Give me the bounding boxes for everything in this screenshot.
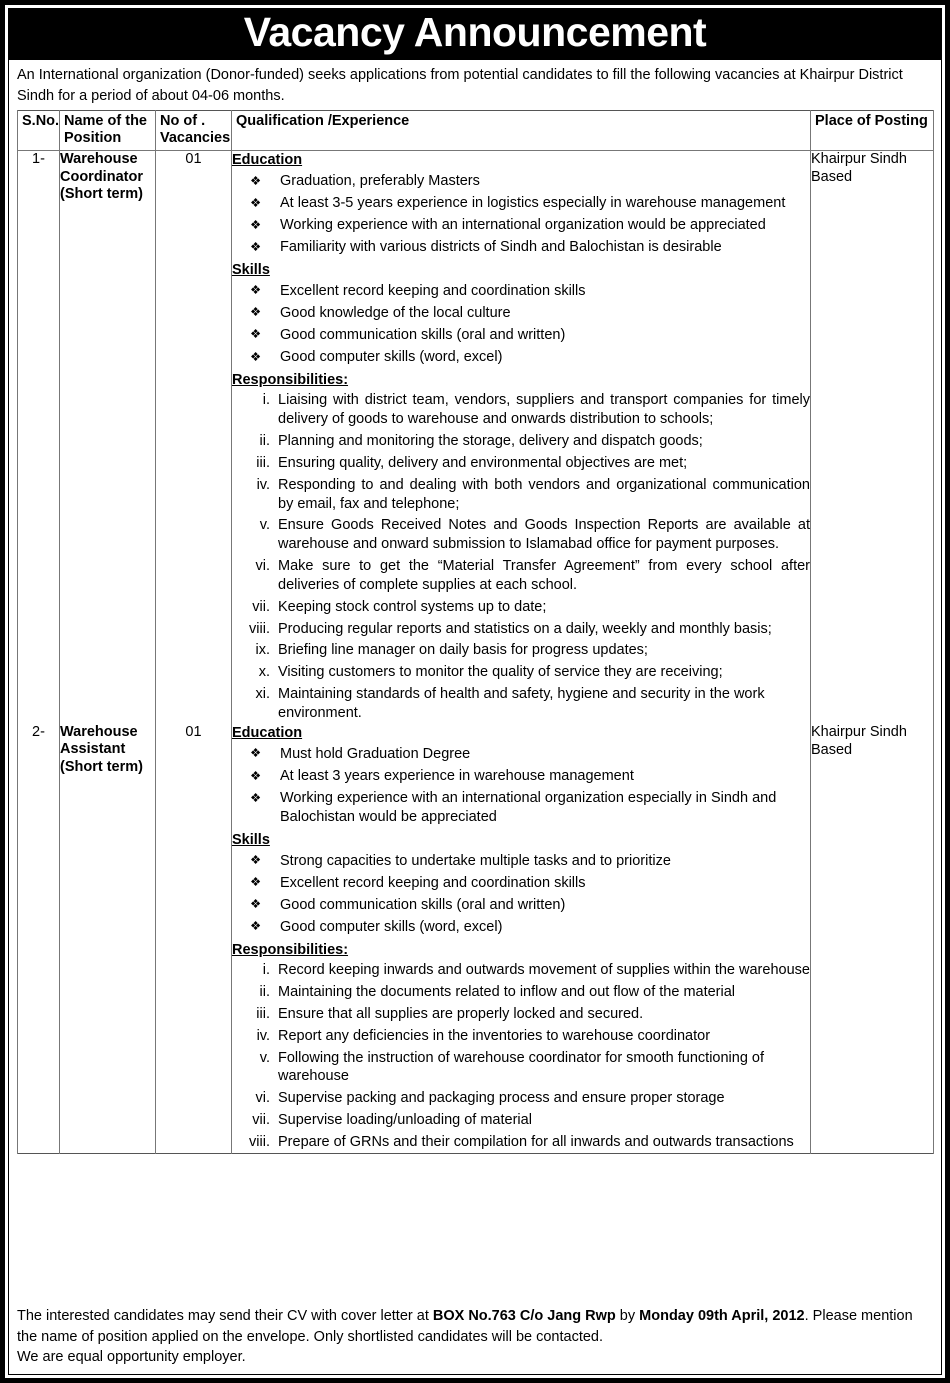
responsibility-item bbox=[232, 1003, 810, 1025]
diamond-bullet-icon: ❖ bbox=[250, 897, 262, 912]
responsibility-text: Prepare of GRNs and their compilation for all inwards and outwards transactions bbox=[278, 1133, 794, 1150]
column-header-vacancies: No of . Vacancies bbox=[156, 111, 232, 151]
responsibility-text: Ensuring quality, delivery and environmental objectives are met; bbox=[278, 454, 688, 471]
list-item bbox=[232, 215, 810, 237]
responsibility-item bbox=[232, 1110, 810, 1132]
cell-sno: 1- bbox=[18, 151, 60, 724]
responsibility-item bbox=[232, 684, 810, 725]
responsibility-item bbox=[232, 1047, 810, 1088]
table-body bbox=[18, 151, 934, 1154]
list-item bbox=[232, 347, 810, 369]
diamond-bullet-icon: ❖ bbox=[250, 173, 262, 188]
column-header-position: Name of the Position bbox=[60, 111, 156, 151]
list-item bbox=[232, 280, 810, 302]
list-item bbox=[232, 916, 810, 938]
footer-text-part1: The interested candidates may send their CV with cover letter at bbox=[17, 1308, 433, 1325]
list-item-text: At least 3-5 years experience in logistics especially in warehouse management bbox=[280, 195, 786, 212]
education-list bbox=[232, 743, 810, 829]
section-heading-education: Education bbox=[232, 725, 303, 742]
header-row bbox=[18, 111, 934, 151]
responsibility-number: i. bbox=[262, 392, 270, 409]
skills-list bbox=[232, 850, 810, 939]
page-title: Vacancy Announcement bbox=[243, 9, 707, 55]
list-item bbox=[232, 324, 810, 346]
responsibility-item bbox=[232, 390, 810, 431]
list-item-text: Good computer skills (word, excel) bbox=[280, 349, 503, 366]
responsibility-number: xi. bbox=[255, 686, 270, 703]
list-item bbox=[232, 894, 810, 916]
responsibility-number: vi. bbox=[255, 1090, 270, 1107]
responsibility-item bbox=[232, 452, 810, 474]
footer-text-part2: by bbox=[615, 1308, 640, 1325]
responsibility-item bbox=[232, 982, 810, 1004]
cell-place: Khairpur Sindh Based bbox=[811, 151, 934, 724]
cell-position bbox=[60, 724, 156, 1153]
responsibility-item bbox=[232, 1025, 810, 1047]
cell-vacancies: 01 bbox=[156, 151, 232, 724]
responsibility-number: v. bbox=[259, 1049, 270, 1066]
responsibility-item bbox=[232, 474, 810, 515]
responsibility-text: Planning and monitoring the storage, delivery and dispatch goods; bbox=[278, 432, 703, 449]
position-title: Warehouse Coordinator bbox=[60, 151, 143, 185]
responsibility-text: Maintaining the documents related to inflow and out flow of the material bbox=[278, 984, 736, 1001]
section-heading-responsibilities: Responsibilities: bbox=[232, 371, 349, 388]
responsibility-number: viii. bbox=[249, 1133, 270, 1150]
responsibility-text: Producing regular reports and statistics on a daily, weekly and monthly basis; bbox=[278, 620, 772, 637]
diamond-bullet-icon: ❖ bbox=[250, 349, 262, 364]
list-item bbox=[232, 872, 810, 894]
responsibility-number: i. bbox=[262, 962, 270, 979]
diamond-bullet-icon: ❖ bbox=[250, 327, 262, 342]
responsibility-item bbox=[232, 1088, 810, 1110]
list-item bbox=[232, 171, 810, 193]
list-item-text: Working experience with an international organization would be appreciated bbox=[280, 217, 766, 234]
list-item-text: Good computer skills (word, excel) bbox=[280, 918, 503, 935]
responsibility-number: vii. bbox=[252, 598, 270, 615]
diamond-bullet-icon: ❖ bbox=[250, 919, 262, 934]
list-item bbox=[232, 302, 810, 324]
diamond-bullet-icon: ❖ bbox=[250, 768, 262, 783]
responsibility-text: Record keeping inwards and outwards movement of supplies within the warehouse bbox=[278, 962, 810, 979]
responsibility-item bbox=[232, 596, 810, 618]
responsibility-text: Ensure Goods Received Notes and Goods Inspection Reports are available at warehouse and onward submission to Islamabad office for payment purposes. bbox=[278, 517, 810, 553]
vacancy-table bbox=[17, 110, 934, 1154]
responsibility-number: x. bbox=[258, 664, 270, 681]
responsibility-text: Supervise packing and packaging process and ensure proper storage bbox=[278, 1090, 725, 1107]
responsibility-number: vii. bbox=[252, 1112, 270, 1129]
responsibility-text: Responding to and dealing with both vendors and organizational communication by email, fax and telephone; bbox=[278, 476, 810, 512]
responsibility-item bbox=[232, 556, 810, 597]
title-banner bbox=[9, 9, 941, 60]
vacancy-table-wrapper bbox=[9, 110, 941, 1303]
list-item-text: Working experience with an international organization especially in Sindh and Balochistan would be appreciated bbox=[280, 790, 777, 826]
responsibility-number: ix. bbox=[255, 642, 270, 659]
list-item bbox=[232, 743, 810, 765]
diamond-bullet-icon: ❖ bbox=[250, 217, 262, 232]
responsibility-number: iii. bbox=[256, 454, 270, 471]
cell-vacancies: 01 bbox=[156, 724, 232, 1153]
list-item bbox=[232, 193, 810, 215]
section-heading-skills: Skills bbox=[232, 262, 270, 279]
list-item-text: Familiarity with various districts of Sindh and Balochistan is desirable bbox=[280, 239, 722, 256]
footer-text-part3: . Please mention the name of position applied on the envelope. Only shortlisted candidates will be contacted. bbox=[17, 1308, 913, 1345]
responsibility-text: Briefing line manager on daily basis for progress updates; bbox=[278, 642, 648, 659]
responsibility-item bbox=[232, 662, 810, 684]
skills-list bbox=[232, 280, 810, 369]
responsibility-number: viii. bbox=[249, 620, 270, 637]
responsibility-number: iii. bbox=[256, 1005, 270, 1022]
list-item-text: Excellent record keeping and coordination skills bbox=[280, 874, 586, 891]
education-list bbox=[232, 171, 810, 260]
intro-paragraph: An International organization (Donor-funded) seeks applications from potential candidates to fill the following vacancies at Khairpur District Sindh for a period of about 04-06 months. bbox=[17, 67, 903, 104]
list-item-text: Good knowledge of the local culture bbox=[280, 304, 511, 321]
list-item-text: At least 3 years experience in warehouse management bbox=[280, 768, 634, 785]
section-heading-skills: Skills bbox=[232, 831, 270, 848]
responsibility-number: v. bbox=[259, 517, 270, 534]
section-heading-education: Education bbox=[232, 152, 303, 169]
responsibility-item bbox=[232, 515, 810, 556]
position-note: (Short term) bbox=[60, 758, 143, 775]
position-title: Warehouse Assistant bbox=[60, 724, 138, 758]
footer-equal-opportunity: We are equal opportunity employer. bbox=[17, 1349, 246, 1366]
table-row bbox=[18, 151, 934, 724]
cell-place: Khairpur Sindh Based bbox=[811, 724, 934, 1153]
list-item-text: Strong capacities to undertake multiple tasks and to prioritize bbox=[280, 852, 671, 869]
responsibility-text: Supervise loading/unloading of material bbox=[278, 1112, 532, 1129]
cell-position bbox=[60, 151, 156, 724]
responsibility-item bbox=[232, 430, 810, 452]
diamond-bullet-icon: ❖ bbox=[250, 875, 262, 890]
footer-note bbox=[9, 1303, 941, 1374]
list-item-text: Must hold Graduation Degree bbox=[280, 745, 471, 762]
responsibility-item bbox=[232, 1131, 810, 1153]
list-item-text: Good communication skills (oral and written) bbox=[280, 896, 566, 913]
responsibility-number: ii. bbox=[259, 984, 270, 1001]
list-item-text: Graduation, preferably Masters bbox=[280, 173, 480, 190]
diamond-bullet-icon: ❖ bbox=[250, 239, 262, 254]
responsibility-text: Visiting customers to monitor the quality of service they are receiving; bbox=[278, 664, 723, 681]
diamond-bullet-icon: ❖ bbox=[250, 283, 262, 298]
responsibility-text: Maintaining standards of health and safety, hygiene and security in the work environment. bbox=[278, 686, 765, 721]
list-item bbox=[232, 766, 810, 788]
cell-qualification bbox=[232, 724, 811, 1153]
position-note: (Short term) bbox=[60, 185, 143, 202]
diamond-bullet-icon: ❖ bbox=[250, 195, 262, 210]
table-row bbox=[18, 724, 934, 1153]
cell-qualification bbox=[232, 151, 811, 724]
column-header-place: Place of Posting bbox=[811, 111, 934, 151]
responsibility-text: Liaising with district team, vendors, suppliers and transport companies for timely delivery of goods to warehouse and onwards distribution to schools; bbox=[278, 392, 810, 428]
responsibility-number: vi. bbox=[255, 558, 270, 575]
responsibility-item bbox=[232, 640, 810, 662]
list-item bbox=[232, 788, 810, 829]
column-header-qualification: Qualification /Experience bbox=[232, 111, 811, 151]
responsibilities-list bbox=[232, 390, 810, 725]
responsibility-text: Report any deficiencies in the inventories to warehouse coordinator bbox=[278, 1027, 711, 1044]
diamond-bullet-icon: ❖ bbox=[250, 853, 262, 868]
responsibilities-list bbox=[232, 960, 810, 1154]
list-item bbox=[232, 237, 810, 259]
responsibility-number: ii. bbox=[259, 432, 270, 449]
diamond-bullet-icon: ❖ bbox=[250, 790, 262, 805]
responsibility-item bbox=[232, 960, 810, 982]
footer-deadline: Monday 09th April, 2012 bbox=[639, 1308, 805, 1325]
page-frame bbox=[8, 8, 942, 1375]
responsibility-text: Ensure that all supplies are properly locked and secured. bbox=[278, 1005, 644, 1022]
responsibility-item bbox=[232, 618, 810, 640]
list-item bbox=[232, 850, 810, 872]
responsibility-text: Following the instruction of warehouse coordinator for smooth functioning of warehouse bbox=[278, 1049, 765, 1085]
list-item-text: Good communication skills (oral and written) bbox=[280, 326, 566, 343]
section-heading-responsibilities: Responsibilities: bbox=[232, 941, 349, 958]
responsibility-number: iv. bbox=[256, 1027, 270, 1044]
cell-sno: 2- bbox=[18, 724, 60, 1153]
list-item-text: Excellent record keeping and coordination skills bbox=[280, 282, 586, 299]
column-header-sno: S.No. bbox=[18, 111, 60, 151]
responsibility-text: Make sure to get the “Material Transfer Agreement” from every school after deliveries of complete supplies at each school. bbox=[278, 558, 810, 593]
responsibility-text: Keeping stock control systems up to date; bbox=[278, 598, 547, 615]
table-header bbox=[18, 111, 934, 151]
diamond-bullet-icon: ❖ bbox=[250, 305, 262, 320]
footer-box-address: BOX No.763 C/o Jang Rwp bbox=[432, 1308, 616, 1325]
diamond-bullet-icon: ❖ bbox=[250, 746, 262, 761]
responsibility-number: iv. bbox=[256, 476, 270, 493]
